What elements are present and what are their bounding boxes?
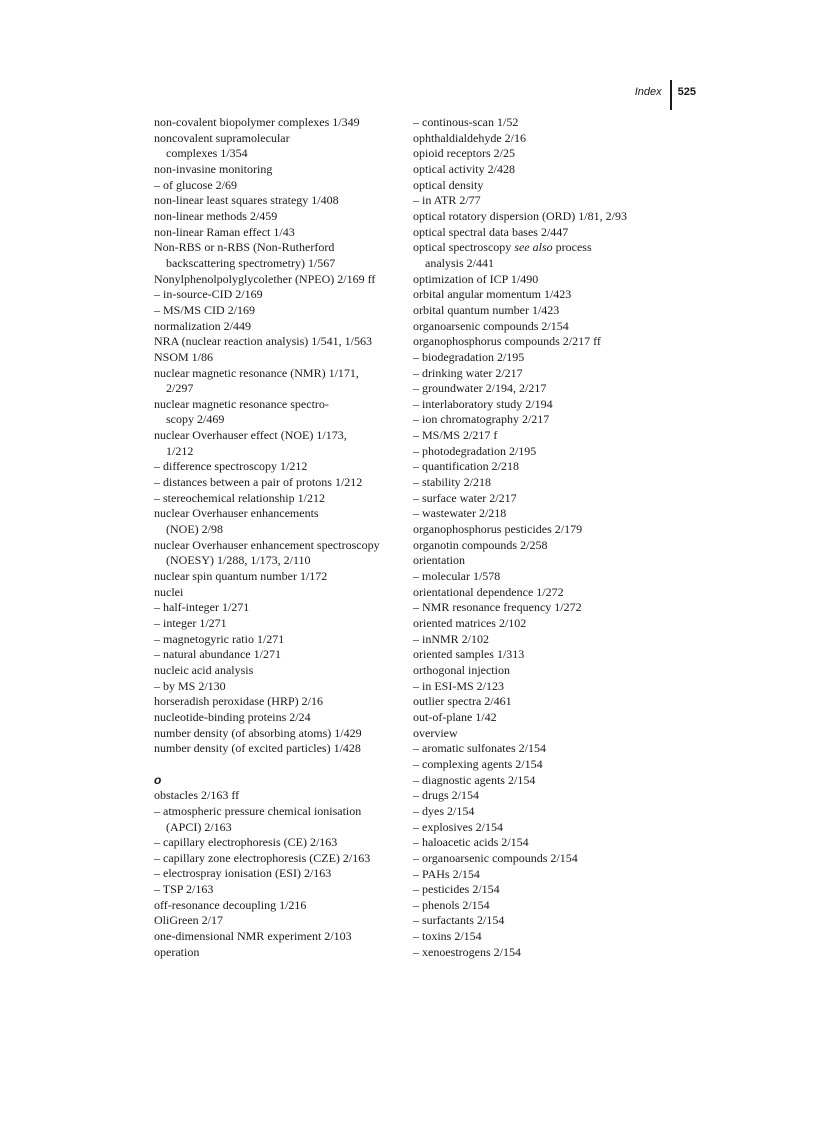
index-entry: optimization of ICP 1/490 (413, 271, 539, 286)
index-entry: non-linear Raman effect 1/43 (154, 224, 295, 239)
index-entry: – dyes 2/154 (413, 803, 475, 818)
index-entry: optical activity 2/428 (413, 161, 515, 176)
index-entry: – MS/MS 2/217 f (413, 428, 498, 443)
index-column-left (154, 115, 416, 960)
index-entry: orthogonal injection (413, 662, 510, 677)
index-entry: non-covalent biopolymer complexes 1/349 (154, 115, 360, 129)
index-entry: orbital quantum number 1/423 (413, 302, 560, 317)
index-entry: – integer 1/271 (154, 616, 227, 630)
index-entry: non-linear least squares strategy 1/408 (154, 193, 339, 208)
index-entry: backscattering spectrometry) 1/567 (166, 255, 336, 270)
index-entry: opioid receptors 2/25 (413, 146, 515, 161)
index-entry: – MS/MS CID 2/169 (154, 302, 256, 317)
index-entry: – inNMR 2/102 (413, 631, 490, 646)
index-entry: organophosphorus pesticides 2/179 (413, 522, 583, 537)
index-column-right (413, 115, 675, 960)
index-entry: – by MS 2/130 (154, 678, 226, 693)
running-head (635, 80, 696, 110)
index-entry: (NOESY) 1/288, 1/173, 2/110 (166, 553, 311, 568)
index-entry: nucleic acid analysis (154, 662, 254, 677)
index-entry: obstacles 2/163 ff (154, 788, 240, 803)
index-entry: – drugs 2/154 (413, 788, 479, 803)
page-number: 525 (677, 86, 696, 98)
index-entry: – PAHs 2/154 (413, 866, 480, 881)
index-entry: oriented samples 1/313 (413, 647, 525, 662)
index-entry: – xenoestrogens 2/154 (413, 944, 521, 959)
index-entry: one-dimensional NMR experiment 2/103 (154, 929, 352, 944)
index-entry: OliGreen 2/17 (154, 913, 223, 928)
index-entry: organoarsenic compounds 2/154 (413, 318, 569, 333)
index-entry: nuclear Overhauser enhancements (154, 506, 319, 521)
index-entry: optical rotatory dispersion (ORD) 1/81, 2/93 (413, 208, 627, 223)
index-entry: organotin compounds 2/258 (413, 537, 548, 552)
index-entry: – in ESI-MS 2/123 (413, 678, 505, 693)
index-entry: – capillary zone electrophoresis (CZE) 2/163 (154, 850, 371, 865)
index-entry: – wastewater 2/218 (413, 506, 507, 521)
index-entry: ophthaldialdehyde 2/16 (413, 130, 526, 145)
index-entry: – complexing agents 2/154 (413, 756, 543, 771)
index-entry: overview (413, 725, 458, 740)
index-entry: – biodegradation 2/195 (413, 349, 525, 364)
index-entry: – drinking water 2/217 (413, 365, 523, 380)
index-entry: scopy 2/469 (166, 412, 225, 427)
section-letter-heading: o (154, 772, 162, 787)
section-gap (154, 757, 416, 773)
index-entry: – haloacetic acids 2/154 (413, 835, 529, 850)
index-entry: (APCI) 2/163 (166, 819, 232, 834)
header-rule (670, 80, 672, 110)
index-entry: operation (154, 944, 200, 959)
index-entry: complexes 1/354 (166, 146, 248, 161)
index-entry: outlier spectra 2/461 (413, 694, 512, 709)
index-entry: optical spectral data bases 2/447 (413, 224, 569, 239)
index-entry: nuclear spin quantum number 1/172 (154, 569, 328, 584)
index-entry: – surface water 2/217 (413, 490, 517, 505)
index-entry: – distances between a pair of protons 1/212 (154, 475, 363, 490)
index-entry: orbital angular momentum 1/423 (413, 287, 572, 302)
index-entry: orientational dependence 1/272 (413, 584, 564, 599)
index-entry: 1/212 (166, 443, 194, 458)
index-entry: – aromatic sulfonates 2/154 (413, 741, 546, 756)
index-entry: – stereochemical relationship 1/212 (154, 490, 325, 505)
cross-reference: see also (514, 240, 553, 255)
index-entry: horseradish peroxidase (HRP) 2/16 (154, 694, 323, 709)
index-entry: out-of-plane 1/42 (413, 709, 497, 724)
index-entry: – half-integer 1/271 (154, 600, 250, 615)
running-title: Index (634, 86, 662, 98)
index-entry: – difference spectroscopy 1/212 (154, 459, 308, 474)
index-entry: nuclear Overhauser effect (NOE) 1/173, (154, 428, 347, 443)
index-entry: nuclei (154, 584, 184, 599)
index-entry: – continous-scan 1/52 (413, 115, 519, 129)
index-entry: – electrospray ionisation (ESI) 2/163 (154, 866, 332, 881)
index-entry: NSOM 1/86 (154, 349, 214, 364)
index-entry: number density (of absorbing atoms) 1/429 (154, 725, 362, 740)
index-entry: – phenols 2/154 (413, 897, 490, 912)
index-entry: optical spectroscopy see also process (413, 240, 592, 255)
index-entry: nuclear magnetic resonance (NMR) 1/171, (154, 365, 359, 380)
index-entry: 2/297 (166, 381, 194, 396)
index-entry: noncovalent supramolecular (154, 130, 290, 145)
index-entry: – in ATR 2/77 (413, 193, 481, 208)
index-entry: Nonylphenolpolyglycolether (NPEO) 2/169 ff (154, 271, 376, 286)
index-entry: number density (of excited particles) 1/428 (154, 741, 361, 756)
index-entry: orientation (413, 553, 465, 568)
index-entry: – atmospheric pressure chemical ionisation (154, 803, 362, 818)
index-entry: – surfactants 2/154 (413, 913, 505, 928)
index-entry: – explosives 2/154 (413, 819, 503, 834)
index-entry: – pesticides 2/154 (413, 882, 500, 897)
index-entry: – NMR resonance frequency 1/272 (413, 600, 582, 615)
index-entry: – quantification 2/218 (413, 459, 519, 474)
index-entry: – of glucose 2/69 (154, 177, 237, 192)
index-entry: organophosphorus compounds 2/217 ff (413, 334, 601, 349)
index-entry: optical density (413, 177, 484, 192)
index-entry: – organoarsenic compounds 2/154 (413, 850, 578, 865)
index-entry: analysis 2/441 (425, 255, 494, 270)
index-entry: – diagnostic agents 2/154 (413, 772, 536, 787)
index-entry: non-invasine monitoring (154, 161, 273, 176)
index-entry: NRA (nuclear reaction analysis) 1/541, 1/563 (154, 334, 372, 349)
index-entry: – TSP 2/163 (154, 882, 214, 897)
index-entry: – natural abundance 1/271 (154, 647, 281, 662)
index-entry: – interlaboratory study 2/194 (413, 396, 553, 411)
index-entry: Non-RBS or n-RBS (Non-Rutherford (154, 240, 335, 255)
index-entry: nucleotide-binding proteins 2/24 (154, 709, 311, 724)
index-entry: – capillary electrophoresis (CE) 2/163 (154, 835, 338, 850)
index-entry: – molecular 1/578 (413, 569, 501, 584)
index-entry: oriented matrices 2/102 (413, 616, 527, 630)
index-entry: – stability 2/218 (413, 475, 491, 490)
index-entry: off-resonance decoupling 1/216 (154, 897, 307, 912)
index-entry: – in-source-CID 2/169 (154, 287, 263, 302)
index-entry: nuclear Overhauser enhancement spectroscopy (154, 537, 380, 552)
index-entry: – magnetogyric ratio 1/271 (154, 631, 285, 646)
index-entry: nuclear magnetic resonance spectro- (154, 396, 329, 411)
index-entry: non-linear methods 2/459 (154, 208, 278, 223)
index-entry: – toxins 2/154 (413, 929, 482, 944)
index-entry: – groundwater 2/194, 2/217 (413, 381, 547, 396)
index-entry: – ion chromatography 2/217 (413, 412, 550, 427)
index-entry: normalization 2/449 (154, 318, 251, 333)
index-entry: (NOE) 2/98 (166, 522, 223, 537)
index-entry: – photodegradation 2/195 (413, 443, 537, 458)
